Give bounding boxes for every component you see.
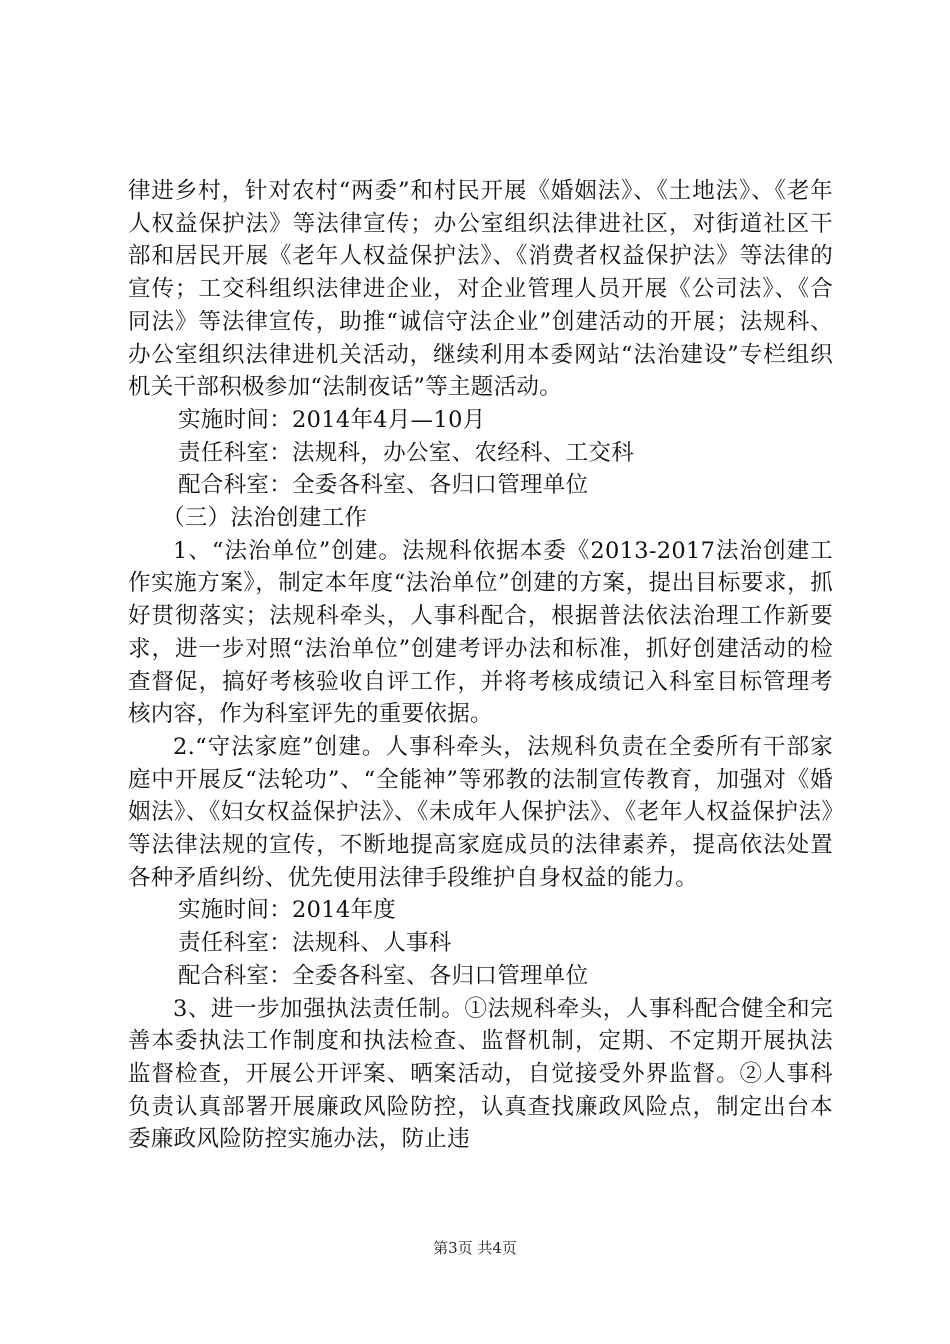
paragraph-continuation: 律进乡村，针对农村“两委”和村民开展《婚姻法》、《土地法》、《老年人权益保护法》等法律宣传；办公室组织法律进社区，对街道社区干部和居民开展《老年人权益保护法》、《消费者权益保护法》等法律的宣传；工交科组织法律进企业，对企业管理人员开展《公司法》、《合同法》等法律宣传，助推“诚信守法企业”创建活动的开展；法规科、办公室组织法律进机关活动，继续利用本委网站“法治建设”专栏组织机关干部积极参加“法制夜话”等主题活动。 — [128, 178, 833, 401]
responsible-office: 责任科室：法规科、人事科 — [178, 930, 452, 957]
cooperating-office: 配合科室：全委各科室、各归口管理单位 — [178, 472, 589, 499]
page-number-footer: 第3页 共4页 — [433, 1239, 517, 1257]
paragraph-rule-of-law-unit: 1、“法治单位”创建。法规科依据本委《2013-2017法治创建工作实施方案》，制定本年度“法治单位”创建的方案，提出目标要求，抓好贯彻落实；法规科牵头，人事科配合，根据普法依法治理工作新要求，进一步对照“法治单位”创建考评办法和标准，抓好创建活动的检查督促，搞好考核验收自评工作，并将考核成绩记入科室目标管理考核内容，作为科室评先的重要依据。 — [128, 537, 833, 728]
paragraph-law-abiding-family: 2.“守法家庭”创建。人事科牵头，法规科负责在全委所有干部家庭中开展反“法轮功”、“全能神”等邪教的法制宣传教育，加强对《婚姻法》、《妇女权益保护法》、《未成年人保护法》、《老年人权益保护法》等法律法规的宣传，不断地提高家庭成员的法律素养，提高依法处置各种矛盾纠纷、优先使用法律手段维护自身权益的能力。 — [128, 733, 833, 891]
paragraph-enforcement-responsibility: 3、进一步加强执法责任制。①法规科牵头，人事科配合健全和完善本委执法工作制度和执法检查、监督机制，定期、不定期开展执法监督检查，开展公开评案、晒案活动，自觉接受外界监督。②人事科负责认真部署开展廉政风险防控，认真查找廉政风险点，制定出台本委廉政风险防控实施办法，防止违 — [128, 995, 833, 1153]
implementation-time: 实施时间：2014年度 — [178, 897, 397, 924]
cooperating-office: 配合科室：全委各科室、各归口管理单位 — [178, 962, 589, 989]
implementation-time: 实施时间：2014年4月—10月 — [178, 406, 486, 433]
responsible-office: 责任科室：法规科，办公室、农经科、工交科 — [178, 439, 635, 466]
section-heading: （三）法治创建工作 — [162, 505, 368, 532]
document-body — [128, 175, 833, 1156]
